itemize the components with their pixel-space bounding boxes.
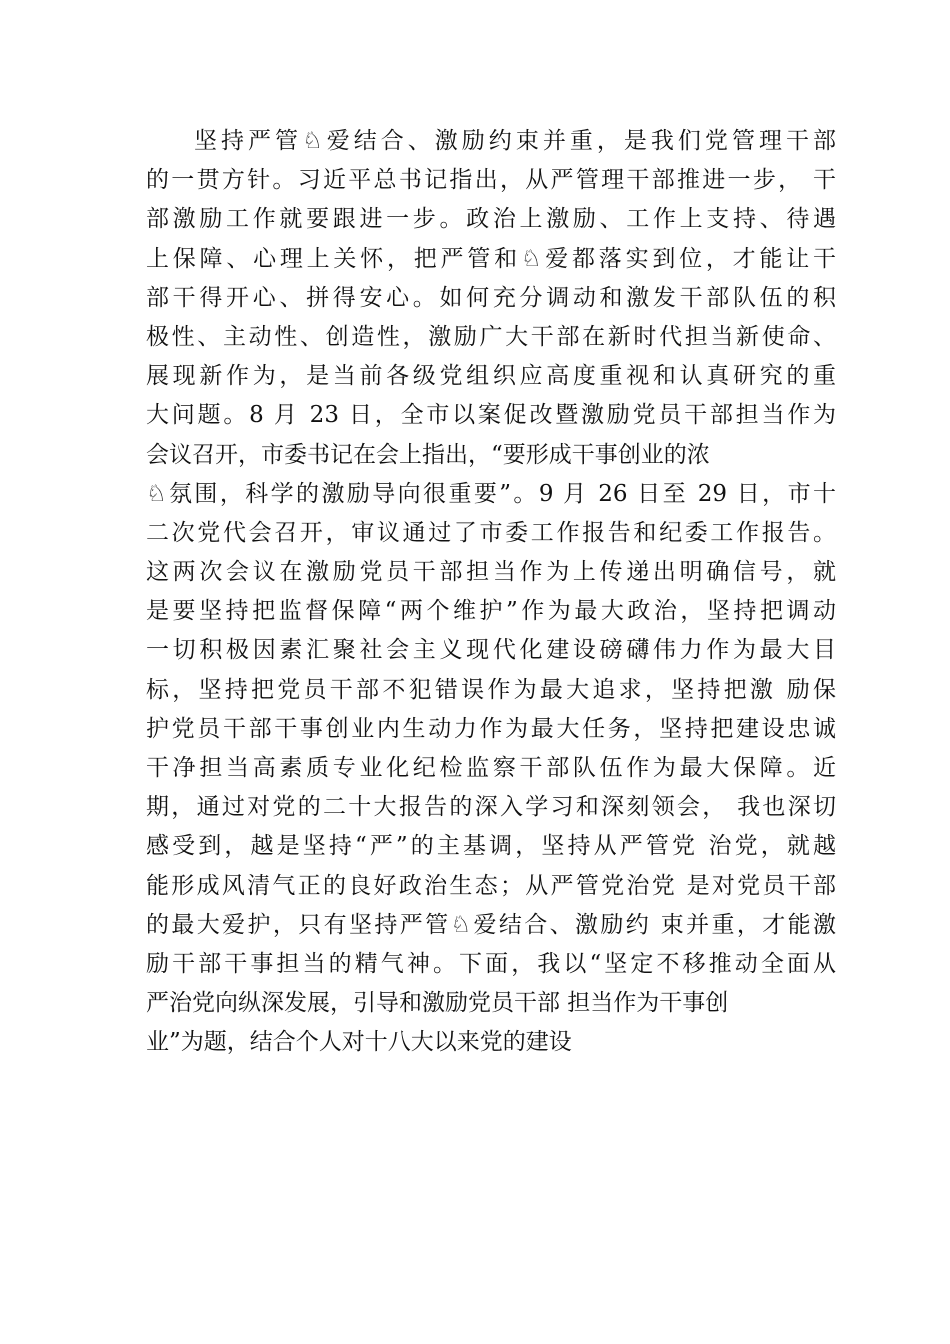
text-line-3: 部激励工作就要跟进一步。政治上激励、工作上支持、待遇 [146, 206, 836, 233]
text-line-10: ♘氛围，科学的激励导向很重要”。9 月 26 日至 29 日，市十 [146, 480, 836, 507]
text-line-6: 极性、主动性、创造性，激励广大干部在新时代担当新使命、 [146, 323, 836, 350]
text-line-16: 护党员干部干事创业内生动力作为最大任务，坚持把建设忠诚 [146, 715, 836, 742]
text-line-19: 感受到，越是坚持“严”的主基调，坚持从严管党 治党，就越 [146, 833, 836, 860]
text-line-1: 坚持严管♘爱结合、激励约束并重，是我们党管理干部 [194, 128, 836, 154]
text-line-23: 严治党向纵深发展，引导和激励党员干部 担当作为干事创 [146, 990, 729, 1017]
text-line-24: 业”为题，结合个人对十八大以来党的建设 [146, 1029, 572, 1056]
text-line-13: 是要坚持把监督保障“两个维护”作为最大政治，坚持把调动 [146, 598, 836, 625]
text-line-8: 大问题。8 月 23 日，全市以案促改暨激励党员干部担当作为 [146, 402, 836, 429]
text-line-4: 上保障、心理上关怀，把严管和♘爱都落实到位，才能让干 [146, 245, 836, 272]
text-line-20: 能形成风清气正的良好政治生态；从严管党治党 是对党员干部 [146, 872, 836, 899]
text-line-17: 干净担当高素质专业化纪检监察干部队伍作为最大保障。近 [146, 755, 836, 781]
text-line-5: 部干得开心、拼得安心。如何充分调动和激发干部队伍的积 [146, 284, 836, 311]
text-line-9: 会议召开，市委书记在会上指出，“要形成干事创业的浓 [146, 441, 710, 468]
text-line-12: 这两次会议在激励党员干部担当作为上传递出明确信号，就 [146, 559, 836, 586]
text-line-15: 标，坚持把党员干部不犯错误作为最大追求，坚持把激 励保 [146, 676, 836, 703]
text-line-18: 期，通过对党的二十大报告的深入学习和深刻领会， 我也深切 [146, 794, 836, 821]
text-line-7: 展现新作为，是当前各级党组织应高度重视和认真研究的重 [146, 363, 836, 390]
text-line-14: 一切积极因素汇聚社会主义现代化建设磅礴伟力作为最大目 [146, 637, 836, 664]
text-line-21: 的最大爱护，只有坚持严管♘爱结合、激励约 束并重，才能激 [146, 911, 836, 938]
text-line-22: 励干部干事担当的精气神。下面，我以“坚定不移推动全面从 [146, 950, 836, 977]
text-line-2: 的一贯方针。习近平总书记指出，从严管理干部推进一步， 干 [146, 167, 836, 194]
body-paragraph [146, 122, 836, 1063]
text-line-11: 二次党代会召开，审议通过了市委工作报告和纪委工作报告。 [146, 519, 836, 546]
